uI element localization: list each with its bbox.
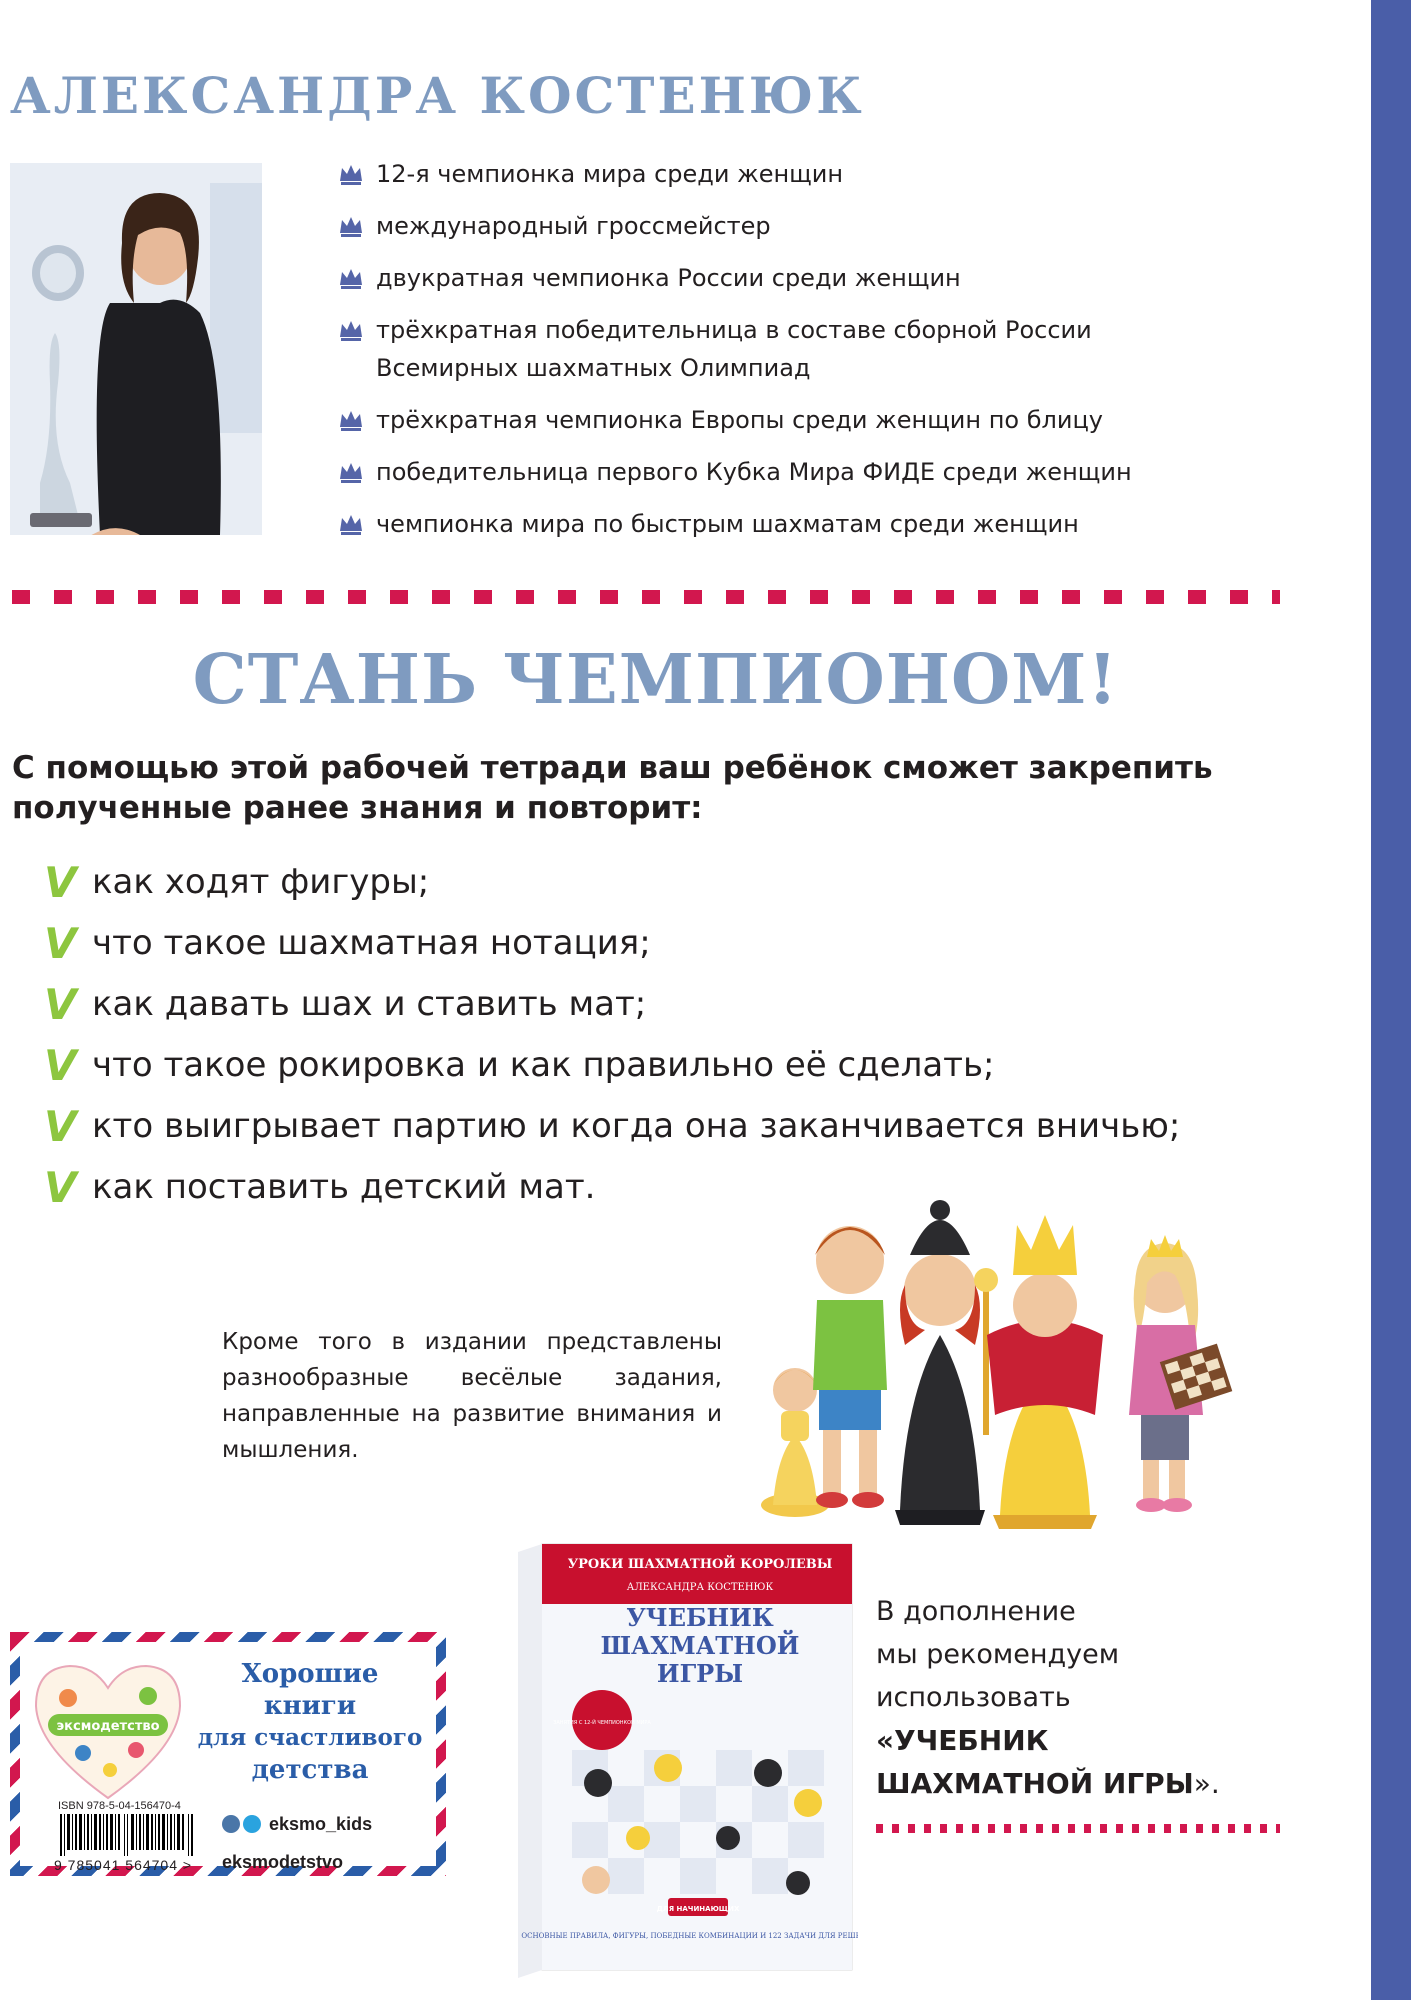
book-author: АЛЕКСАНДРА КОСТЕНЮК [626,1582,774,1593]
achievement-item [338,401,1278,439]
crown-icon [338,213,364,239]
quote-open: « [876,1724,895,1757]
achievement-text: трёхкратная чемпионка Европы среди женщин по блицу [376,406,1104,434]
crown-icon [338,459,364,485]
book-badge: ЗАНЯТИЯ С 12-Й ЧЕМПИОНКОЙ МИРА [553,1720,651,1726]
achievement-item [338,311,1196,387]
checklist-text: как ходят фигуры; [92,862,430,902]
achievement-text: победительница первого Кубка Мира ФИДЕ среди женщин [376,458,1132,486]
checkmark-icon: V [44,1041,77,1090]
checklist-item [44,1102,1304,1150]
title-line1: УЧЕБНИК [894,1724,1049,1757]
checklist-item [44,858,1304,906]
slogan-heading: СТАНЬ ЧЕМПИОНОМ! [192,640,1119,720]
barcode-number: 9 785041 564704 > [54,1857,193,1873]
checkmark-icon: V [44,1163,77,1212]
dashed-divider-small [876,1824,1280,1833]
book-subtitle: ОСНОВНЫЕ ПРАВИЛА, ФИГУРЫ, ПОБЕДНЫЕ КОМБИНАЦИИ И 122 ЗАДАЧИ ДЛЯ РЕШЕНИЯ [521,1932,858,1940]
achievement-item [338,259,1278,297]
heart-logo [28,1658,188,1804]
brand-logo-text: эксмодетство [56,1719,160,1734]
title-line2: ШАХМАТНОЙ ИГРЫ [876,1767,1194,1800]
checklist-text: что такое рокировка и как правильно её сделать; [92,1045,995,1085]
achievement-item [338,207,1278,245]
checklist-text: кто выигрывает партию и когда она заканчивается вничью; [92,1106,1181,1146]
brand-slogan-line: детства [251,1755,369,1785]
achievement-text: трёхкратная победительница в составе сборной России Всемирных шахматных Олимпиад [376,316,1092,382]
crown-icon [338,407,364,433]
recommend-book-title-cont [876,1762,1356,1805]
crown-icon [338,161,364,187]
recommendation-text [876,1590,1356,1805]
intro-text: С помощью этой рабочей тетради ваш ребёнок сможет закрепить полученные ранее знания и повторит: [12,750,1213,826]
checkmark-icon: V [44,1102,77,1151]
achievement-item [338,453,1278,491]
brand-slogan-line: для счастливого [197,1724,423,1751]
recommend-line: мы рекомендуем [876,1639,1120,1670]
author-name: АЛЕКСАНДРА КОСТЕНЮК [10,66,865,125]
recommend-line: В дополнение [876,1596,1076,1627]
brand-site: eksmodetstvo [222,1852,344,1872]
quote-close: ». [1193,1767,1220,1800]
recommend-book-title [876,1719,1356,1762]
telegram-icon [243,1815,261,1833]
achievement-text: чемпионка мира по быстрым шахматам среди женщин [376,510,1079,538]
vk-icon [222,1815,240,1833]
side-color-band [1371,0,1411,2000]
achievements-list [338,155,1278,557]
checklist-item [44,980,1304,1028]
achievement-item [338,505,1278,543]
crown-icon [338,317,364,343]
book-title-line2: ШАХМАТНОЙ [600,1631,800,1660]
recommend-line: использовать [876,1682,1071,1713]
checklist-text: как давать шах и ставить мат; [92,984,647,1024]
crown-icon [338,511,364,537]
chess-characters-illustration [755,1165,1235,1530]
barcode [58,1814,198,1856]
checklist-text: как поставить детский мат. [92,1167,596,1207]
isbn-label: ISBN 978-5-04-156470-4 [58,1800,181,1812]
brand-slogan [190,1658,430,1786]
social-handle: eksmo_kids [269,1814,373,1834]
checklist-text: что такое шахматная нотация; [92,923,651,963]
book-title-line1: УЧЕБНИК [626,1603,774,1632]
achievement-item [338,155,1278,193]
achievement-text: двукратная чемпионка России среди женщин [376,264,961,292]
social-links [222,1814,372,1835]
extra-description: Кроме того в издании представлены разнообразные весёлые задания, направленные на развитие внимания и мышления. [222,1329,722,1463]
book-series: УРОКИ ШАХМАТНОЙ КОРОЛЕВЫ [567,1557,833,1572]
checkmark-icon: V [44,919,77,968]
book-title-line3: ИГРЫ [656,1659,744,1688]
brand-slogan-line: книги [263,1691,357,1721]
achievement-text: 12-я чемпионка мира среди женщин [376,160,844,188]
brand-slogan-line: Хорошие [241,1659,379,1689]
checkmark-icon: V [44,980,77,1029]
recommended-book-cover [518,1538,858,1978]
checkmark-icon: V [44,858,77,907]
checklist-item [44,919,1304,967]
dashed-divider [12,590,1280,604]
crown-icon [338,265,364,291]
author-photo [10,163,262,535]
checklist-item [44,1041,1304,1089]
book-level: ДЛЯ НАЧИНАЮЩИХ [656,1905,740,1913]
achievement-text: международный гроссмейстер [376,212,771,240]
